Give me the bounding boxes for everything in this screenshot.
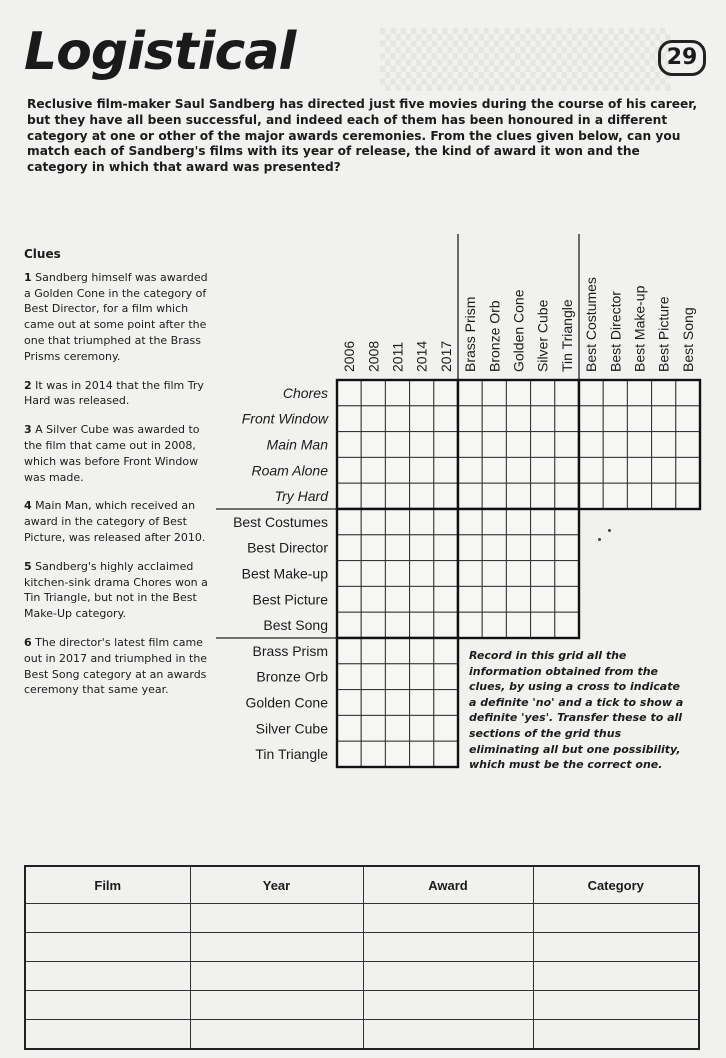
grid-cell[interactable] xyxy=(579,406,603,432)
answer-cell[interactable] xyxy=(25,991,190,1020)
row-header-label: Silver Cube xyxy=(255,720,328,737)
grid-cell[interactable] xyxy=(434,432,458,458)
grid-cell[interactable] xyxy=(337,483,361,509)
clue-text: It was in 2014 that the film Try Hard was released. xyxy=(24,378,204,408)
clue-number: 2 xyxy=(24,378,32,392)
grid-cell[interactable] xyxy=(676,406,700,432)
column-header-label: Best Costumes xyxy=(583,277,600,372)
grid-cell[interactable] xyxy=(434,638,458,664)
grid-cell[interactable] xyxy=(434,586,458,612)
grid-cell[interactable] xyxy=(385,509,409,535)
grid-cell[interactable] xyxy=(555,406,579,432)
column-header-label: Best Picture xyxy=(655,296,672,372)
grid-cell[interactable] xyxy=(385,612,409,638)
grid-cell[interactable] xyxy=(603,432,627,458)
grid-cell[interactable] xyxy=(385,535,409,561)
grid-cell[interactable] xyxy=(555,509,579,535)
row-header-label: Best Costumes xyxy=(233,513,328,530)
grid-cell[interactable] xyxy=(337,638,361,664)
grid-cell[interactable] xyxy=(410,380,434,406)
grid-cell[interactable] xyxy=(506,612,530,638)
column-header-label: 2006 xyxy=(341,340,358,372)
grid-cell[interactable] xyxy=(555,586,579,612)
grid-cell[interactable] xyxy=(458,509,482,535)
grid-cell[interactable] xyxy=(506,535,530,561)
grid-cell[interactable] xyxy=(482,483,506,509)
row-header-label: Tin Triangle xyxy=(255,746,328,763)
grid-cell[interactable] xyxy=(652,483,676,509)
grid-cell[interactable] xyxy=(531,457,555,483)
grid-cell[interactable] xyxy=(410,509,434,535)
grid-cell[interactable] xyxy=(337,586,361,612)
grid-cell[interactable] xyxy=(531,612,555,638)
answer-cell[interactable] xyxy=(533,991,699,1020)
answer-cell[interactable] xyxy=(190,933,363,962)
grid-cell[interactable] xyxy=(579,457,603,483)
grid-cell[interactable] xyxy=(410,535,434,561)
clues-heading: Clues xyxy=(24,247,61,261)
clue-text: Main Man, which received an award in the category of Best Picture, was released after 2010. xyxy=(24,499,206,544)
grid-cell[interactable] xyxy=(434,741,458,767)
answer-cell[interactable] xyxy=(363,904,533,933)
grid-cell[interactable] xyxy=(361,561,385,587)
grid-cell[interactable] xyxy=(385,715,409,741)
grid-cell[interactable] xyxy=(458,432,482,458)
grid-cell[interactable] xyxy=(434,380,458,406)
column-header-label: Brass Prism xyxy=(462,296,479,372)
grid-instructions: Record in this grid all the information obtained from the clues, by using a cross to indicate a definite 'no' and a tick to show a definite 'yes'. Transfer these to all sections of the grid thus eliminating all but one possibility, which must be the correct one. xyxy=(469,649,684,772)
grid-cell[interactable] xyxy=(361,741,385,767)
grid-cell[interactable] xyxy=(434,612,458,638)
grid-cell[interactable] xyxy=(385,561,409,587)
grid-cell[interactable] xyxy=(555,612,579,638)
row-header-label: Golden Cone xyxy=(245,694,328,711)
grid-cell[interactable] xyxy=(410,664,434,690)
grid-cell[interactable] xyxy=(361,612,385,638)
grid-cell[interactable] xyxy=(361,664,385,690)
grid-cell[interactable] xyxy=(506,380,530,406)
answer-table-header-row xyxy=(25,866,699,904)
grid-cell[interactable] xyxy=(676,432,700,458)
grid-cell[interactable] xyxy=(531,432,555,458)
grid-cell[interactable] xyxy=(531,535,555,561)
bleed-through-text: ▒▒▒▒▒▒▒ xyxy=(380,28,671,91)
grid-cell[interactable] xyxy=(482,406,506,432)
clue-text: Sandberg himself was awarded a Golden Cone in the category of Best Director, for a film which came out at some point after the one that triumphed at the Brass Prisms ceremony. xyxy=(24,270,208,363)
row-header-label: Front Window xyxy=(241,410,328,427)
grid-cell[interactable] xyxy=(458,612,482,638)
grid-cell[interactable] xyxy=(555,380,579,406)
grid-cell[interactable] xyxy=(482,612,506,638)
grid-cell[interactable] xyxy=(337,406,361,432)
grid-cell[interactable] xyxy=(361,406,385,432)
row-header-label: Roam Alone xyxy=(251,462,328,479)
answer-cell[interactable] xyxy=(190,962,363,991)
answer-table xyxy=(24,865,700,1050)
grid-cell[interactable] xyxy=(482,561,506,587)
answer-row xyxy=(25,991,699,1020)
row-header-label: Try Hard xyxy=(274,488,328,505)
grid-cell[interactable] xyxy=(458,457,482,483)
grid-cell[interactable] xyxy=(337,741,361,767)
answer-row xyxy=(25,1020,699,1050)
grid-cell[interactable] xyxy=(361,715,385,741)
stray-mark xyxy=(608,529,611,532)
grid-cell[interactable] xyxy=(337,432,361,458)
clue-text: A Silver Cube was awarded to the film that came out in 2008, which was before Front Window was made. xyxy=(24,423,200,484)
answer-column-header: Category xyxy=(533,866,699,904)
grid-cell[interactable] xyxy=(385,638,409,664)
answer-cell[interactable] xyxy=(25,933,190,962)
clue-number: 6 xyxy=(24,635,32,649)
answer-cell[interactable] xyxy=(363,933,533,962)
grid-cell[interactable] xyxy=(434,483,458,509)
grid-cell[interactable] xyxy=(458,561,482,587)
grid-cell[interactable] xyxy=(361,432,385,458)
answer-column-header: Award xyxy=(363,866,533,904)
clue-text: Sandberg's highly acclaimed kitchen-sink drama Chores won a Tin Triangle, but not in the Best Make-Up category. xyxy=(24,559,208,621)
grid-cell[interactable] xyxy=(410,638,434,664)
grid-cell[interactable] xyxy=(337,457,361,483)
grid-cell[interactable] xyxy=(337,715,361,741)
grid-cell[interactable] xyxy=(337,535,361,561)
grid-cell[interactable] xyxy=(434,664,458,690)
clue-text: The director's latest film came out in 2017 and triumphed in the Best Song category at an awards ceremony that same year. xyxy=(24,635,208,697)
stray-mark xyxy=(598,538,601,541)
grid-cell[interactable] xyxy=(385,406,409,432)
answer-column-header: Year xyxy=(190,866,363,904)
grid-cell[interactable] xyxy=(555,432,579,458)
grid-cell[interactable] xyxy=(361,380,385,406)
grid-cell[interactable] xyxy=(676,483,700,509)
column-header-label: Bronze Orb xyxy=(486,300,503,372)
grid-cell[interactable] xyxy=(627,380,651,406)
intro-text: Reclusive film-maker Saul Sandberg has directed just five movies during the course of his career, but they have all been successful, and indeed each of them has been honoured in a different category at one or other of the major awards ceremonies. From the clues given below, can you match each of Sandberg's films with its year of release, the kind of award it won and the category in which that award was presented? xyxy=(27,97,698,175)
answer-cell[interactable] xyxy=(533,933,699,962)
answer-cell[interactable] xyxy=(190,991,363,1020)
answer-row xyxy=(25,933,699,962)
grid-cell[interactable] xyxy=(385,741,409,767)
grid-cell[interactable] xyxy=(506,432,530,458)
answer-column-header: Film xyxy=(25,866,190,904)
grid-cell[interactable] xyxy=(337,561,361,587)
page-title: Logistical xyxy=(24,22,296,82)
clue-number: 4 xyxy=(24,499,32,513)
grid-cell[interactable] xyxy=(385,664,409,690)
grid-cell[interactable] xyxy=(482,509,506,535)
column-header-label: Silver Cube xyxy=(534,299,551,372)
grid-cell[interactable] xyxy=(458,586,482,612)
grid-cell[interactable] xyxy=(337,612,361,638)
grid-cell[interactable] xyxy=(337,380,361,406)
answer-cell[interactable] xyxy=(25,904,190,933)
grid-cell[interactable] xyxy=(555,535,579,561)
column-header-label: 2017 xyxy=(437,340,454,372)
answer-cell[interactable] xyxy=(363,991,533,1020)
grid-cell[interactable] xyxy=(361,483,385,509)
row-header-label: Main Man xyxy=(266,436,328,453)
answer-cell[interactable] xyxy=(25,1020,190,1050)
column-header-label: Best Make-up xyxy=(631,285,648,372)
row-header-label: Bronze Orb xyxy=(256,668,328,685)
clue-number: 1 xyxy=(24,270,32,284)
grid-cell[interactable] xyxy=(627,483,651,509)
clue-number: 3 xyxy=(24,423,32,437)
grid-cell[interactable] xyxy=(434,457,458,483)
answer-cell[interactable] xyxy=(363,1020,533,1050)
row-header-label: Brass Prism xyxy=(252,642,328,659)
grid-cell[interactable] xyxy=(385,690,409,716)
answer-cell[interactable] xyxy=(363,962,533,991)
grid-cell[interactable] xyxy=(603,457,627,483)
grid-cell[interactable] xyxy=(410,586,434,612)
row-header-label: Chores xyxy=(282,384,328,401)
row-header-label: Best Director xyxy=(247,539,328,556)
grid-cell[interactable] xyxy=(579,380,603,406)
grid-cell[interactable] xyxy=(410,690,434,716)
grid-cell[interactable] xyxy=(579,483,603,509)
grid-cell[interactable] xyxy=(506,561,530,587)
grid-cell[interactable] xyxy=(385,483,409,509)
answer-cell[interactable] xyxy=(533,904,699,933)
grid-cell[interactable] xyxy=(410,741,434,767)
puzzle-number-badge: 29 xyxy=(658,40,706,76)
grid-cell[interactable] xyxy=(531,483,555,509)
grid-cell[interactable] xyxy=(603,406,627,432)
grid-cell[interactable] xyxy=(482,535,506,561)
grid-cell[interactable] xyxy=(603,483,627,509)
column-header-label: 2014 xyxy=(413,340,430,372)
grid-cell[interactable] xyxy=(506,483,530,509)
grid-cell[interactable] xyxy=(410,432,434,458)
grid-cell[interactable] xyxy=(361,638,385,664)
grid-cell[interactable] xyxy=(385,432,409,458)
row-header-label: Best Make-up xyxy=(241,565,328,582)
grid-cell[interactable] xyxy=(482,432,506,458)
grid-cell[interactable] xyxy=(337,509,361,535)
grid-cell[interactable] xyxy=(506,406,530,432)
grid-cell[interactable] xyxy=(482,457,506,483)
column-header-label: Best Director xyxy=(607,291,624,372)
grid-cell[interactable] xyxy=(652,432,676,458)
grid-cell[interactable] xyxy=(385,586,409,612)
grid-cell[interactable] xyxy=(555,561,579,587)
row-header-label: Best Song xyxy=(263,617,328,634)
answer-cell[interactable] xyxy=(533,962,699,991)
grid-cell[interactable] xyxy=(434,715,458,741)
grid-cell[interactable] xyxy=(361,509,385,535)
grid-cell[interactable] xyxy=(579,432,603,458)
clue-number: 5 xyxy=(24,559,32,573)
grid-cell[interactable] xyxy=(410,561,434,587)
grid-cell[interactable] xyxy=(531,561,555,587)
grid-cell[interactable] xyxy=(506,457,530,483)
grid-cell[interactable] xyxy=(458,406,482,432)
grid-cell[interactable] xyxy=(337,664,361,690)
grid-cell[interactable] xyxy=(410,612,434,638)
column-header-label: 2008 xyxy=(365,340,382,372)
grid-cell[interactable] xyxy=(410,715,434,741)
grid-cell[interactable] xyxy=(531,380,555,406)
column-header-label: Best Song xyxy=(679,307,696,372)
grid-cell[interactable] xyxy=(458,380,482,406)
grid-cell[interactable] xyxy=(531,586,555,612)
grid-cell[interactable] xyxy=(337,690,361,716)
grid-cell[interactable] xyxy=(652,457,676,483)
grid-cell[interactable] xyxy=(676,457,700,483)
answer-table-body xyxy=(25,904,699,1050)
grid-cell[interactable] xyxy=(482,586,506,612)
answer-cell[interactable] xyxy=(190,904,363,933)
grid-cell[interactable] xyxy=(458,535,482,561)
grid-cell[interactable] xyxy=(652,380,676,406)
column-header-label: 2011 xyxy=(389,341,406,372)
grid-cell[interactable] xyxy=(434,535,458,561)
column-header-label: Tin Triangle xyxy=(558,299,575,372)
grid-cell[interactable] xyxy=(555,457,579,483)
grid-cell[interactable] xyxy=(410,483,434,509)
answer-row xyxy=(25,904,699,933)
grid-cell[interactable] xyxy=(627,406,651,432)
grid-cell[interactable] xyxy=(385,380,409,406)
grid-cell[interactable] xyxy=(434,690,458,716)
grid-cell[interactable] xyxy=(458,483,482,509)
grid-cell[interactable] xyxy=(361,690,385,716)
grid-cell[interactable] xyxy=(482,380,506,406)
grid-cell[interactable] xyxy=(531,406,555,432)
grid-cell[interactable] xyxy=(434,509,458,535)
grid-cell[interactable] xyxy=(627,457,651,483)
grid-cell[interactable] xyxy=(627,432,651,458)
grid-cell[interactable] xyxy=(434,561,458,587)
grid-cell[interactable] xyxy=(531,509,555,535)
grid-cell[interactable] xyxy=(676,380,700,406)
grid-cell[interactable] xyxy=(434,406,458,432)
grid-cell[interactable] xyxy=(361,535,385,561)
column-header-label: Golden Cone xyxy=(510,289,527,372)
grid-cell[interactable] xyxy=(410,457,434,483)
grid-cell[interactable] xyxy=(652,406,676,432)
answer-row xyxy=(25,962,699,991)
answer-cell[interactable] xyxy=(25,962,190,991)
answer-cell[interactable] xyxy=(533,1020,699,1050)
grid-cell[interactable] xyxy=(361,457,385,483)
grid-cell[interactable] xyxy=(506,586,530,612)
row-header-label: Best Picture xyxy=(252,591,328,608)
grid-cell[interactable] xyxy=(506,509,530,535)
answer-cell[interactable] xyxy=(190,1020,363,1050)
grid-cell[interactable] xyxy=(410,406,434,432)
grid-cell[interactable] xyxy=(555,483,579,509)
grid-cell[interactable] xyxy=(385,457,409,483)
grid-cell[interactable] xyxy=(603,380,627,406)
grid-cell[interactable] xyxy=(361,586,385,612)
